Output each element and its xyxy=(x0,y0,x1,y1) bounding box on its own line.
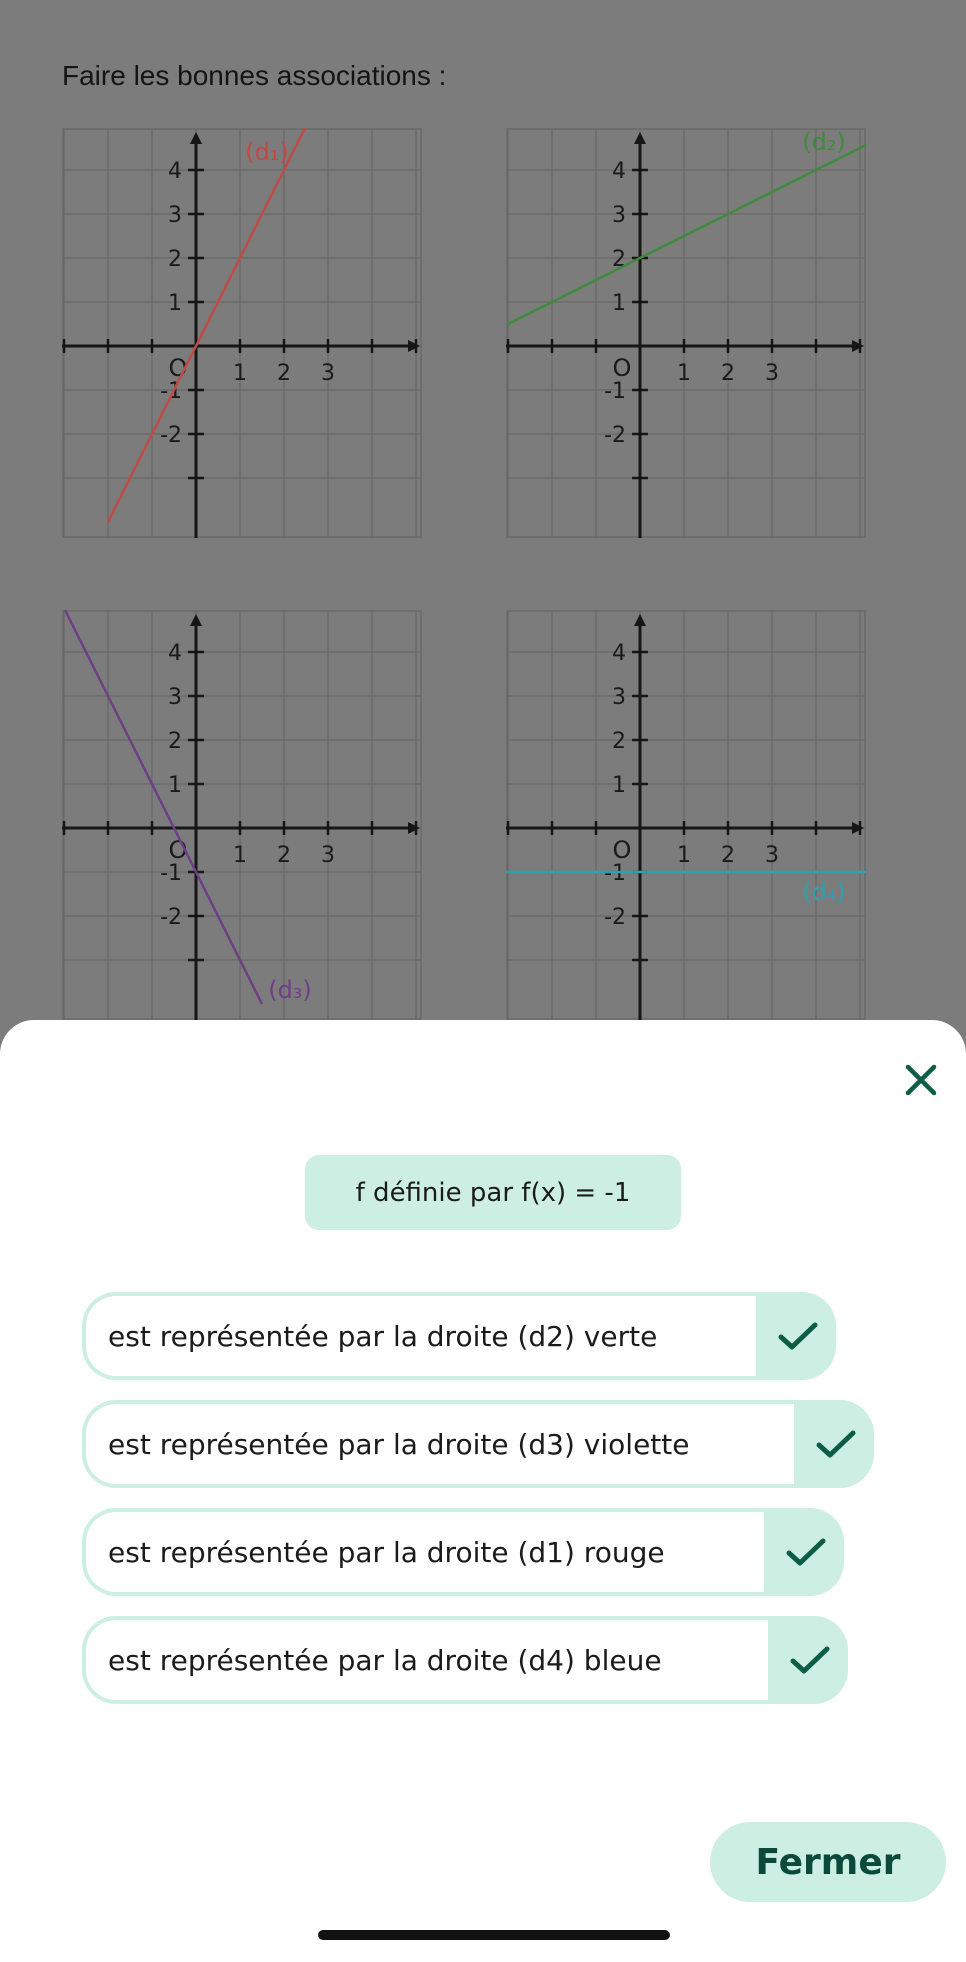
y-tick-label: -2 xyxy=(160,905,182,930)
line-label: (d₃) xyxy=(268,976,312,1004)
y-tick-label: 2 xyxy=(612,729,626,754)
y-tick-label: 1 xyxy=(612,773,626,798)
y-tick-label: -1 xyxy=(160,379,182,404)
x-tick-label: 2 xyxy=(721,843,735,868)
y-tick-label: 3 xyxy=(612,685,626,710)
x-tick-label: 3 xyxy=(765,361,779,386)
check-icon xyxy=(768,1508,844,1596)
origin-label: O xyxy=(612,836,632,864)
x-tick-label: 3 xyxy=(321,361,335,386)
y-tick-label: 2 xyxy=(612,247,626,272)
y-tick-label: 3 xyxy=(168,203,182,228)
option-label: est représentée par la droite (d3) violette xyxy=(86,1404,794,1484)
option-d3[interactable] xyxy=(82,1400,874,1488)
check-icon xyxy=(772,1616,848,1704)
prompt-chip: f définie par f(x) = -1 xyxy=(305,1155,681,1230)
x-tick-label: 3 xyxy=(765,843,779,868)
y-tick-label: 2 xyxy=(168,247,182,272)
y-tick-label: 4 xyxy=(168,641,182,666)
x-tick-label: 2 xyxy=(277,361,291,386)
y-tick-label: 1 xyxy=(612,291,626,316)
option-label: est représentée par la droite (d2) verte xyxy=(86,1296,756,1376)
close-icon xyxy=(904,1063,938,1097)
close-text-button[interactable]: Fermer xyxy=(710,1822,946,1902)
y-tick-label: 4 xyxy=(612,641,626,666)
x-tick-label: 1 xyxy=(677,361,691,386)
x-tick-label: 1 xyxy=(677,843,691,868)
origin-label: O xyxy=(168,836,188,864)
y-tick-label: 4 xyxy=(168,159,182,184)
question-text: Faire les bonnes associations : xyxy=(62,60,447,91)
y-tick-label: 2 xyxy=(168,729,182,754)
x-tick-label: 2 xyxy=(277,843,291,868)
y-tick-label: 4 xyxy=(612,159,626,184)
x-tick-label: 2 xyxy=(721,361,735,386)
graph-d1 xyxy=(62,128,422,538)
y-tick-label: -2 xyxy=(160,423,182,448)
close-button[interactable] xyxy=(896,1055,946,1105)
y-tick-label: -2 xyxy=(604,423,626,448)
y-tick-label: 1 xyxy=(168,773,182,798)
y-tick-label: -1 xyxy=(604,379,626,404)
option-d1[interactable] xyxy=(82,1508,844,1596)
graph-d2 xyxy=(506,128,866,538)
line-label: (d₄) xyxy=(802,878,846,906)
coordinate-grid xyxy=(506,610,866,1020)
graph-d4 xyxy=(506,610,866,1020)
y-tick-label: 1 xyxy=(168,291,182,316)
option-label: est représentée par la droite (d4) bleue xyxy=(86,1620,768,1700)
y-tick-label: -1 xyxy=(160,861,182,886)
check-icon xyxy=(798,1400,874,1488)
origin-label: O xyxy=(612,354,632,382)
y-tick-label: -1 xyxy=(604,861,626,886)
check-icon xyxy=(760,1292,836,1380)
graph-d3 xyxy=(62,610,422,1020)
origin-label: O xyxy=(168,354,188,382)
option-label: est représentée par la droite (d1) rouge xyxy=(86,1512,764,1592)
y-tick-label: 3 xyxy=(168,685,182,710)
option-d4[interactable] xyxy=(82,1616,848,1704)
x-tick-label: 1 xyxy=(233,843,247,868)
line-label: (d₂) xyxy=(802,128,846,156)
home-indicator xyxy=(318,1930,670,1940)
x-tick-label: 1 xyxy=(233,361,247,386)
y-tick-label: 3 xyxy=(612,203,626,228)
line-label: (d₁) xyxy=(245,138,289,166)
coordinate-grid xyxy=(62,610,422,1020)
coordinate-grid xyxy=(62,128,422,538)
x-tick-label: 3 xyxy=(321,843,335,868)
coordinate-grid xyxy=(506,128,866,538)
y-tick-label: -2 xyxy=(604,905,626,930)
option-d2[interactable] xyxy=(82,1292,836,1380)
